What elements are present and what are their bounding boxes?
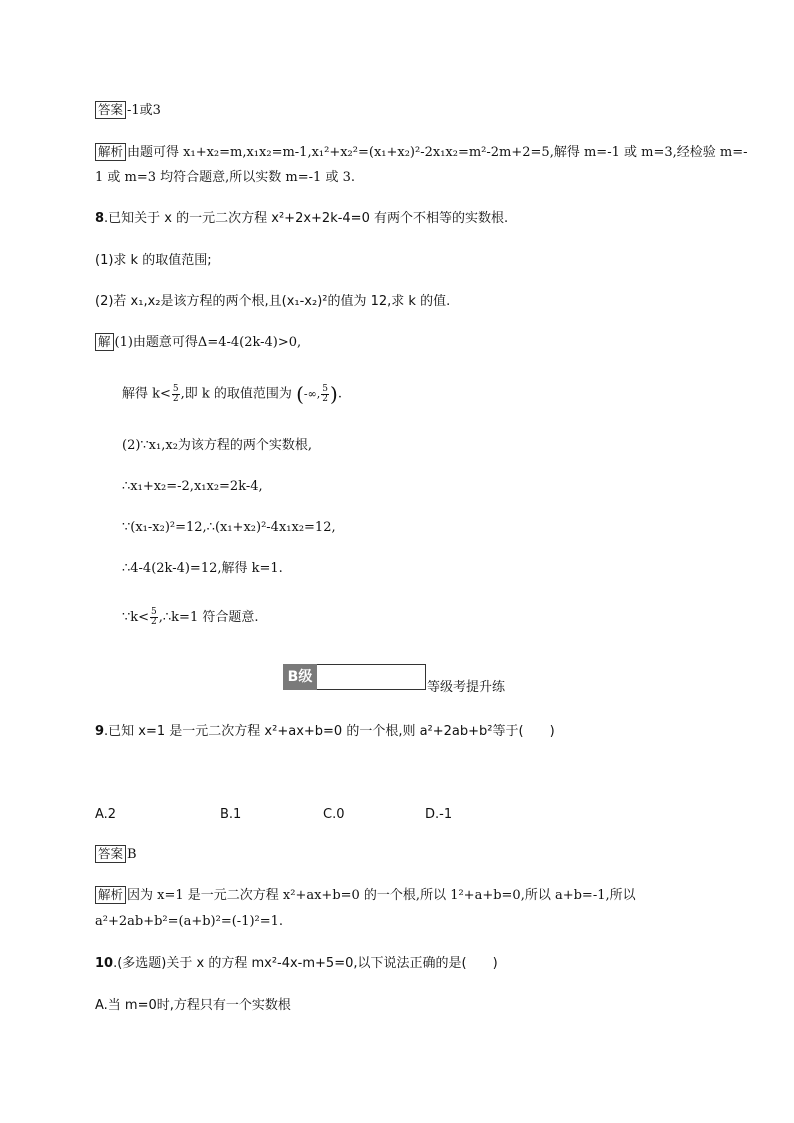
question-part: (2)若 x₁,x₂是该方程的两个根,且(x₁-x₂)²的值为 12,求 k 的值. xyxy=(95,294,451,309)
answer-text: -1或3 xyxy=(127,103,161,118)
question-8-part2 xyxy=(95,292,450,312)
solution-step: (1)由题意可得Δ=4-4(2k-4)>0, xyxy=(114,335,302,350)
question-8-stem xyxy=(95,209,508,229)
solution-step: ∵(x₁-x₂)²=12,∴(x₁+x₂)²-4x₁x₂=12, xyxy=(122,520,336,535)
solution-step: ∴4-4(2k-4)=12,解得 k=1. xyxy=(122,561,283,576)
solution-step: (2)∵x₁,x₂为该方程的两个实数根, xyxy=(122,438,313,453)
option-a: A.2 xyxy=(95,807,117,822)
close-paren: ) xyxy=(330,382,338,406)
interval-left: -∞, xyxy=(303,387,321,401)
question-number: 10 xyxy=(95,956,114,971)
analysis-tag: 解析 xyxy=(95,886,126,904)
analysis-text-line2: 1 或 m=3 均符合题意,所以实数 m=-1 或 3. xyxy=(95,170,355,185)
question-10-stem xyxy=(95,954,498,974)
option-d: D.-1 xyxy=(425,807,453,822)
analysis-line-9a xyxy=(95,886,636,906)
analysis-tag: 解析 xyxy=(95,143,126,161)
solution-8-step3 xyxy=(122,436,312,456)
option-text: A.当 m=0时,方程只有一个实数根 xyxy=(95,998,291,1013)
analysis-line-7a xyxy=(95,143,748,163)
solution-step-mid: ,即 k 的取值范围为 xyxy=(180,386,292,402)
answer-line-9 xyxy=(95,845,137,865)
solution-step: ∴x₁+x₂=-2,x₁x₂=2k-4, xyxy=(122,479,263,494)
answer-text: B xyxy=(127,847,137,862)
option-b: B.1 xyxy=(220,807,242,822)
solution-8-step2: 解得 k< $\frac{5}{2}$ ,即 k 的取值范围为 (-∞, $\frac{5}{2}$ ). xyxy=(122,382,342,406)
fraction: $\frac{5}{2}$ xyxy=(322,383,328,404)
analysis-text-line1: 因为 x=1 是一元二次方程 x²+ax+b=0 的一个根,所以 1²+a+b=0,所以 a+b=-1,所以 xyxy=(127,888,636,903)
question-number: 9 xyxy=(95,724,105,739)
analysis-line-7b xyxy=(95,168,355,188)
question-stem: .已知 x=1 是一元二次方程 x²+ax+b=0 的一个根,则 a²+2ab+b²等于( ) xyxy=(104,724,555,739)
option-c: C.0 xyxy=(323,807,345,822)
solution-step-prefix: 解得 k< xyxy=(122,386,171,402)
analysis-line-9b xyxy=(95,912,283,932)
level-badge: B级 xyxy=(283,664,317,690)
solution-8-step5 xyxy=(122,518,336,538)
solution-8-step1 xyxy=(95,333,301,353)
answer-line-7 xyxy=(95,101,161,121)
level-box-frame xyxy=(317,664,426,690)
fraction: $\frac{5}{2}$ xyxy=(172,383,179,404)
question-stem: .已知关于 x 的一元二次方程 x²+2x+2k-4=0 有两个不相等的实数根. xyxy=(104,211,509,226)
solution-tag: 解 xyxy=(95,333,114,351)
question-9-stem xyxy=(95,722,555,742)
solution-step-prefix: ∵k< xyxy=(122,610,150,625)
fraction: $\frac{5}{2}$ xyxy=(151,607,157,627)
open-paren: ( xyxy=(296,382,304,406)
question-stem: .(多选题)关于 x 的方程 mx²-4x-m+5=0,以下说法正确的是( ) xyxy=(113,956,498,971)
level-label: 等级考提升练 xyxy=(427,680,506,695)
question-number: 8 xyxy=(95,211,105,226)
analysis-text-line2: a²+2ab+b²=(a+b)²=(-1)²=1. xyxy=(95,914,284,929)
answer-tag: 答案 xyxy=(95,845,126,863)
analysis-text-line1: 由题可得 x₁+x₂=m,x₁x₂=m-1,x₁²+x₂²=(x₁+x₂)²-2x₁x₂=m²-2m+2=5,解得 m=-1 或 m=3,经检验 m=- xyxy=(127,145,748,160)
answer-tag: 答案 xyxy=(95,101,126,119)
question-part: (1)求 k 的取值范围; xyxy=(95,253,212,268)
solution-8-step6 xyxy=(122,559,283,579)
solution-8-step7 xyxy=(122,608,259,628)
question-10-option-a xyxy=(95,996,291,1016)
question-8-part1 xyxy=(95,251,212,271)
solution-8-step4 xyxy=(122,477,263,497)
solution-step-suffix: ,∴k=1 符合题意. xyxy=(158,610,259,625)
